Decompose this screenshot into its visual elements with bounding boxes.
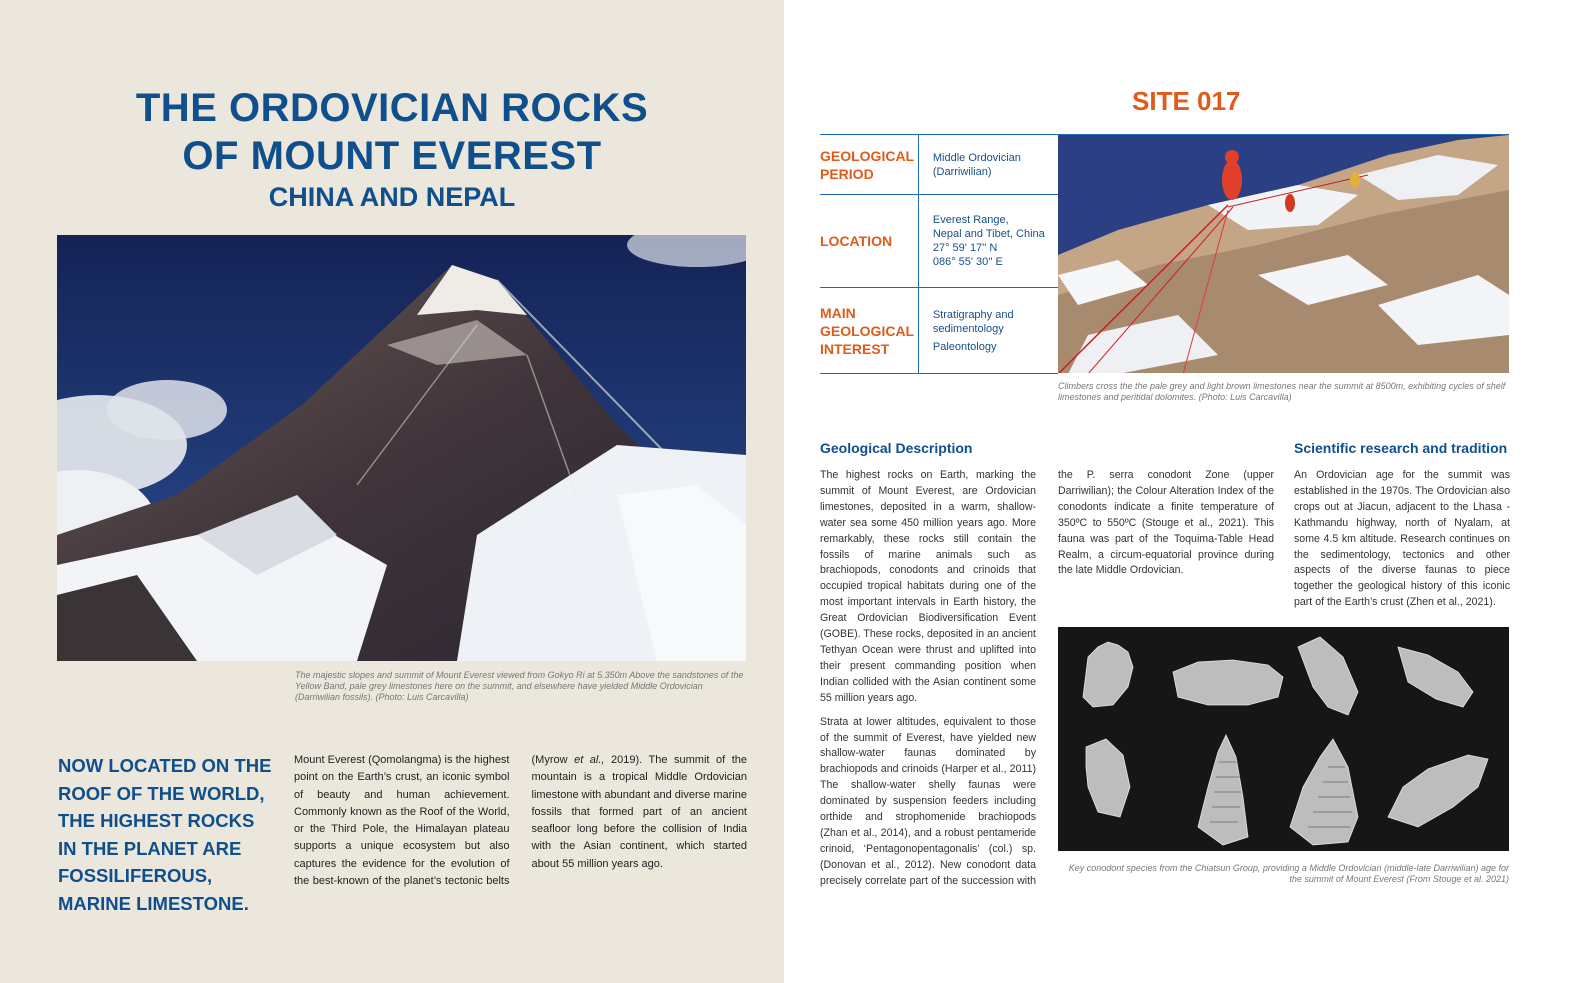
table-value — [918, 135, 1058, 195]
geological-description-paragraph: The highest rocks on Earth, marking the summit of Mount Everest, are Ordovician limestones, deposited in a warm, shallow-water sea some 450 million years ago. More remarkably, these rocks still contain the fossils of marine animals such as brachiopods, conodonts and crinoids that occupied tropical habitats during one of the most important intervals in Earth history, the Great Ordovician Biodiversification Event (GOBE). These rocks, deposited in an ancient Tethyan Ocean were thrust and uplifted into their present commanding position when Indian collided with the Asian continent some 55 million years ago. — [820, 469, 1036, 704]
left-page — [0, 0, 784, 983]
site-number: SITE 017 — [1132, 86, 1241, 116]
table-key: MAIN GEOLOGICAL INTEREST — [820, 288, 918, 374]
climbers-photo-caption: Climbers cross the the pale grey and light brown limestones near the summit at 8500m, exhibiting cycles of shelf limestones and peritidal dolomites. (Photo: Luis Carcavilla) — [1058, 381, 1506, 402]
everest-photo — [57, 235, 746, 661]
site-info-table — [820, 134, 1058, 374]
table-value-line: (Darriwilian) — [932, 165, 992, 178]
table-value-line: Everest Range, — [932, 214, 1009, 226]
title-line-2: OF MOUNT EVEREST — [182, 134, 602, 178]
table-value-line: Stratigraphy and — [932, 308, 1014, 321]
intro-text — [294, 752, 747, 890]
intro-text-part-2: 2019). The summit of the mountain is a tropical Middle Ordovician limestone with abundant and diverse marine fossils that formed part of an ancient seafloor long before the collision of India with the Asian continent, which started about 55 million years ago. — [531, 754, 748, 870]
page-title — [0, 84, 784, 180]
table-value-line: Middle Ordovician — [932, 151, 1021, 164]
climbers-photo — [1058, 134, 1509, 373]
table-key: GEOLOGICAL PERIOD — [820, 135, 918, 195]
page-subtitle: CHINA AND NEPAL — [268, 182, 516, 212]
table-value-line: 086° 55' 30'' E — [932, 256, 1003, 268]
intro-text-part-1: Mount Everest (Qomolangma) is the highest point on the Earth’s crust, an iconic symbol of beauty and human achievement. Commonly known as the Roof of the World, or the Third Pole, the Himalayan plateau supports a unique ecosystem but also captures the evidence for the evolution of the best-known of the planet’s tectonic belts (Myrow — [294, 754, 575, 888]
table-value-line: 27° 59' 17'' N — [932, 242, 998, 254]
scientific-research-heading: Scientific research and tradition — [1294, 440, 1508, 456]
geological-description-heading: Geological Description — [820, 440, 973, 456]
table-row-location — [820, 195, 1058, 288]
conodont-fossils-caption: Key conodont species from the Chiatsun Group, providing a Middle Ordovician (middle-late Darriwilian) age for the summit of Mount Everest (From Stouge et al. 2021) — [1068, 863, 1509, 884]
table-value-line: Paleontology — [932, 340, 997, 353]
geological-description-paragraph: Strata at lower altitudes, equivalent to those of the summit of Everest, have yielded new shallow-water faunas dominated by brachiopods and crinoids (Harper et al., 2011) The shallow-water shelly faunas were dominated by suspension feeders including orthide and strophomenide brachiopods (Zhan et al., 2014), and a robust pentameride crinoid, ‘Pentagonopentagonalis’ (col.) sp. (Donovan et al., 2012). New conodont data precisely correlate part of the succession with the P. serra conodont Zone (upper Darriwilian); the Colour Alteration Index of the conodonts indicate a finite temperature of 350ºC to 550ºC (Stouge et al., 2021). This fauna was part of the Toquima-Table Head Realm, a circum-equatorial province during the late Middle Ordovician. — [820, 469, 1274, 887]
table-value-line: sedimentology — [932, 322, 1004, 335]
table-value — [918, 195, 1058, 288]
table-value — [918, 288, 1058, 374]
conodont-fossils-photo — [1058, 627, 1509, 851]
everest-photo-caption: The majestic slopes and summit of Mount Everest viewed from Gokyo Ri at 5.350m Above the sandstones of the Yellow Band, pale grey limestones here on the summit, and elsewhere have yielded Middle Ordovician (Darriwilian fossils). (Photo: Luis Carcavilla) — [295, 670, 744, 702]
scientific-research-text: An Ordovician age for the summit was established in the 1970s. The Ordovician also crops out at Jiacun, adjacent to the Lhasa - Kathmandu highway, north of Nyalam, at some 4.5 km altitude. Research continues on the sedimentology, tectonics and other aspects of the diverse faunas to piece together the geological history of this iconic part of the Earth’s crust (Zhen et al., 2021). — [1294, 469, 1510, 609]
table-value-line: Nepal and Tibet, China — [932, 228, 1045, 240]
pull-quote: NOW LOCATED ON THE ROOF OF THE WORLD, THE HIGHEST ROCKS IN THE PLANET ARE FOSSILIFEROUS, MARINE LIMESTONE. — [58, 755, 272, 914]
table-row-main-interest — [820, 288, 1058, 374]
table-row-geological-period — [820, 135, 1058, 195]
intro-text-et-al: et al., — [574, 754, 605, 766]
table-key: LOCATION — [820, 195, 918, 288]
title-line-1: THE ORDOVICIAN ROCKS — [135, 86, 649, 130]
